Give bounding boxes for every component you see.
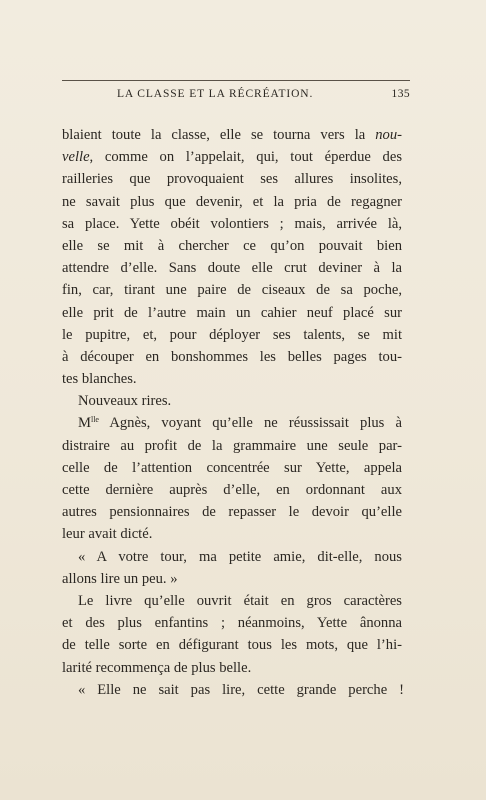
italic-word: nou-	[375, 127, 402, 143]
text-run: blaient toute la classe, elle se tourna vers la	[62, 127, 376, 143]
italic-word: velle	[62, 149, 90, 166]
text-line: Nouveaux rires.	[78, 393, 172, 410]
text-line: elle prit de l’autre main un cahier neuf placé sur	[62, 304, 402, 321]
text-line: Le livre qu’elle ouvrit était en gros caractères	[78, 592, 402, 609]
text-line: larité recommença de plus belle.	[62, 659, 252, 676]
text-line	[62, 124, 402, 146]
text-run: M	[78, 415, 91, 432]
text-line: celle de l’attention concentrée sur Yette, appela	[62, 459, 402, 476]
text-line: fin, car, tirant une paire de ciseaux de sa poche,	[62, 282, 402, 299]
running-title: LA CLASSE ET LA RÉCRÉATION.	[117, 88, 314, 100]
text-line: distraire au profit de la grammaire une seule par-	[62, 437, 402, 454]
text-line: autres pensionnaires de repasser le devoir qu’elle	[62, 504, 402, 521]
text-line: allons lire un peu. »	[62, 570, 178, 587]
text-line: à découper en bonshommes les belles pages tou-	[62, 348, 402, 365]
text-line: cette dernière auprès d’elle, en ordonnant aux	[62, 482, 402, 498]
text-line: attendre d’elle. Sans doute elle crut deviner à la	[62, 260, 402, 277]
text-run: , comme on l’appelait, qui, tout éperdue des	[89, 149, 402, 166]
text-line: sa place. Yette obéit volontiers ; mais, arrivée là,	[62, 215, 402, 232]
superscript: lle	[90, 415, 99, 425]
text-line	[62, 146, 402, 168]
text-line: ne savait plus que devenir, et la pria de regagner	[62, 193, 402, 210]
text-line: elle se mit à chercher ce qu’on pouvait bien	[62, 237, 402, 254]
page-number: 135	[391, 88, 410, 100]
running-header	[62, 88, 410, 104]
text-line: « A votre tour, ma petite amie, dit-elle, nous	[78, 548, 402, 565]
text-line: le pupitre, et, pour déployer ses talents, se mit	[62, 326, 402, 343]
header-rule	[62, 80, 410, 81]
text-line	[62, 412, 402, 434]
text-line: tes blanches.	[62, 371, 137, 388]
text-line: railleries que provoquaient ses allures insolites,	[62, 171, 402, 188]
text-run: Agnès, voyant qu’elle ne réussissait plus à	[98, 415, 402, 432]
text-line: de telle sorte en défigurant tous les mots, que l’hi-	[62, 637, 402, 654]
text-line: « Elle ne sait pas lire, cette grande perche !	[78, 681, 404, 698]
text-line: et des plus enfantins ; néanmoins, Yette ânonna	[62, 615, 402, 632]
body-text	[62, 124, 402, 701]
text-line: leur avait dicté.	[62, 526, 153, 543]
